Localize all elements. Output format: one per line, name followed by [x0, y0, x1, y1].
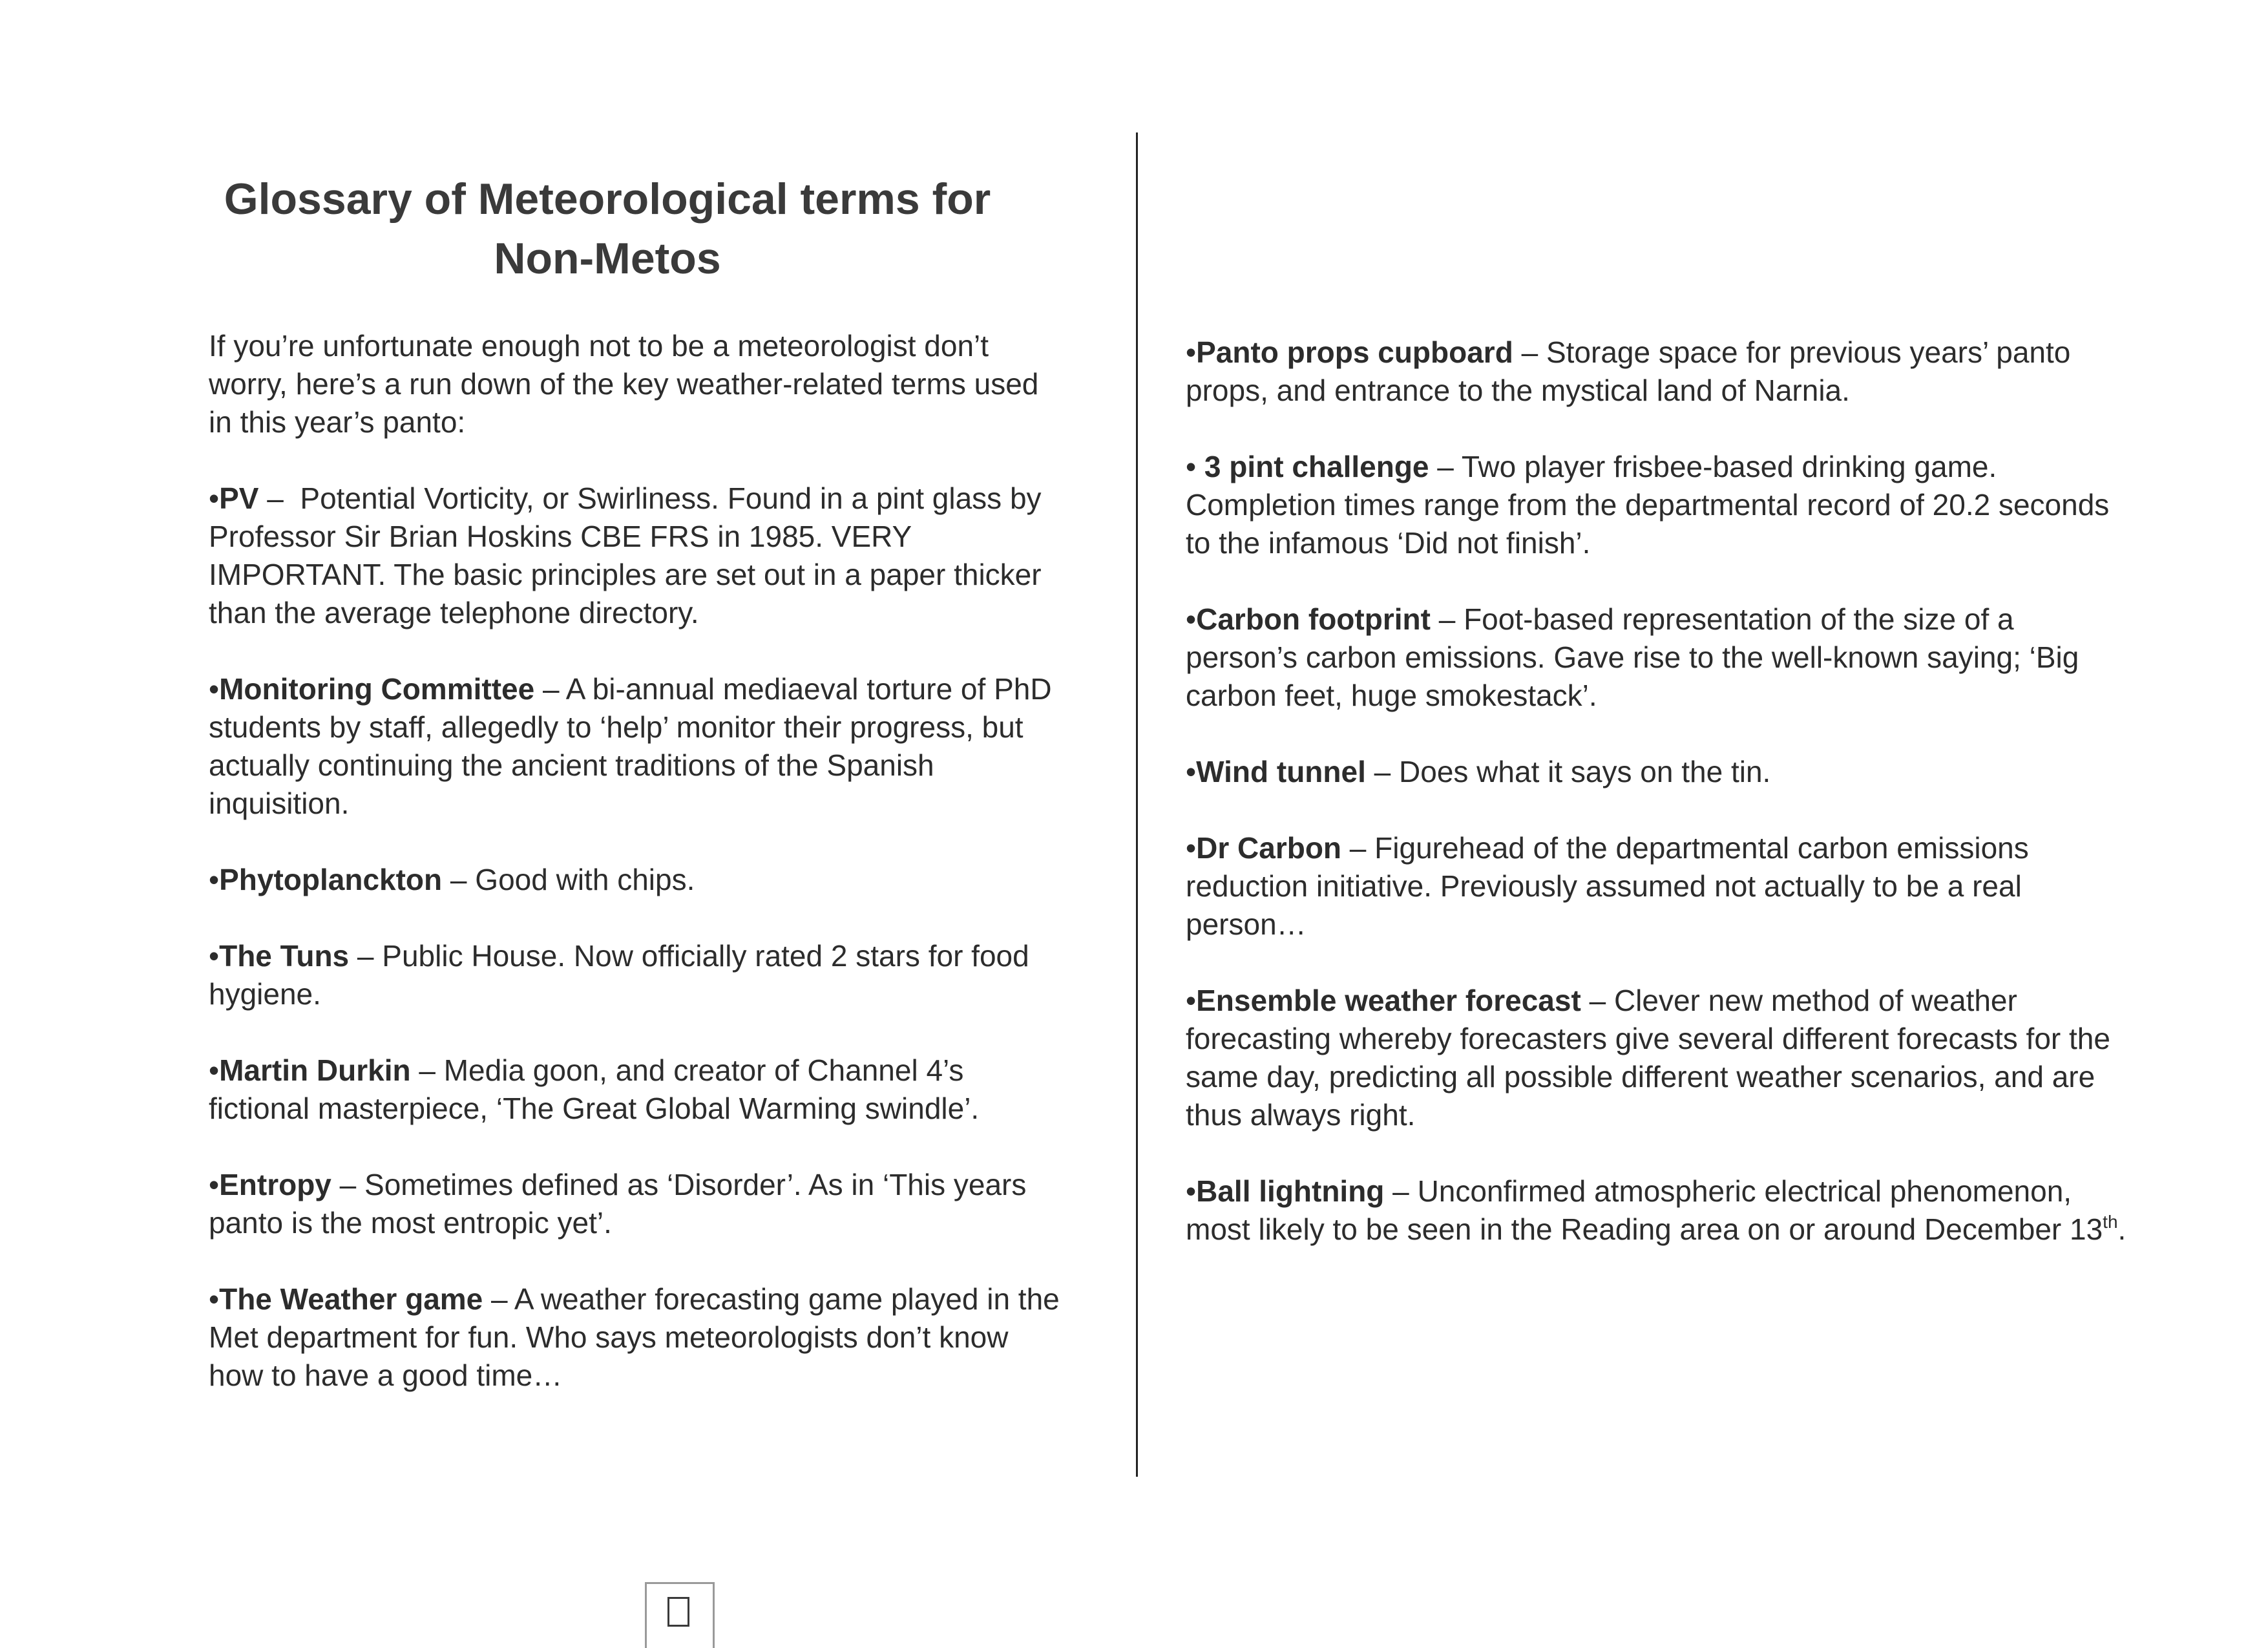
title-line-2: Non-Metos — [494, 234, 721, 283]
sentence-end: . — [2117, 1212, 2126, 1246]
separator: – — [1384, 1174, 1418, 1208]
glossary-definition: Clever new method of weather forecasting whereby forecasters give several different forecasts for the same day, predicting all possible different weather scenarios, and are thus always right. — [1186, 984, 2110, 1132]
glossary-entry-monitoring-committee — [209, 670, 1068, 823]
separator: – — [331, 1168, 365, 1201]
glossary-term: Ball lightning — [1196, 1174, 1385, 1208]
glossary-definition: Media goon, and creator of Channel 4’s fictional masterpiece, ‘The Great Global Warming swindle’. — [209, 1053, 980, 1125]
glossary-entry-the-weather-game — [209, 1280, 1068, 1395]
bullet: • — [209, 1168, 220, 1201]
square-outline-icon — [667, 1597, 689, 1627]
glossary-term: Dr Carbon — [1196, 831, 1342, 865]
glossary-term: Monitoring Committee — [219, 672, 535, 706]
glossary-term: Entropy — [219, 1168, 331, 1201]
bullet: • — [1186, 1174, 1197, 1208]
left-column — [209, 327, 1068, 1433]
separator: – — [1513, 335, 1546, 369]
glossary-term: Panto props cupboard — [1196, 335, 1513, 369]
separator: – — [1365, 755, 1400, 788]
glossary-entry-panto-props-cupboard — [1186, 333, 2129, 410]
bullet: • — [1186, 335, 1197, 369]
separator: – — [1429, 450, 1462, 483]
superscript-suffix: th — [2103, 1212, 2118, 1232]
glossary-definition: Good with chips. — [475, 863, 695, 896]
glossary-term: 3 pint challenge — [1204, 450, 1429, 483]
bullet: • — [209, 672, 220, 706]
bullet: • — [1186, 831, 1197, 865]
separator: – — [349, 939, 383, 973]
glossary-definition: Unconfirmed atmospheric electrical phenomenon, most likely to be seen in the Reading area on or around December 13 — [1186, 1174, 2103, 1246]
glossary-entry-3-pint-challenge — [1186, 448, 2129, 562]
bullet: • — [1186, 984, 1197, 1017]
glossary-entry-dr-carbon — [1186, 829, 2129, 944]
glossary-term: The Weather game — [219, 1282, 483, 1316]
glossary-definition: Storage space for previous years’ panto props, and entrance to the mystical land of Narnia. — [1186, 335, 2071, 407]
bullet: • — [209, 1282, 220, 1316]
glossary-term: Ensemble weather forecast — [1196, 984, 1581, 1017]
glossary-definition: Does what it says on the tin. — [1399, 755, 1771, 788]
glossary-entry-ball-lightning — [1186, 1172, 2129, 1249]
glossary-definition: A weather forecasting game played in the Met department for fun. Who says meteorologists don’t know how to have a good time… — [209, 1282, 1060, 1392]
glossary-entry-ensemble-weather-forecast — [1186, 982, 2129, 1134]
separator: – — [1580, 984, 1614, 1017]
glossary-term: PV — [219, 481, 259, 515]
glossary-term: Martin Durkin — [219, 1053, 411, 1087]
glossary-entry-wind-tunnel — [1186, 753, 2129, 791]
glossary-term: Phytoplanckton — [219, 863, 443, 896]
bullet: • — [209, 863, 220, 896]
bullet: • — [209, 939, 220, 973]
glossary-entry-entropy — [209, 1166, 1068, 1242]
glossary-definition: Sometimes defined as ‘Disorder’. As in ‘This years panto is the most entropic yet’. — [209, 1168, 1027, 1240]
bullet: • — [1186, 450, 1204, 483]
bullet: • — [1186, 755, 1197, 788]
separator: – — [1430, 602, 1464, 636]
separator: – — [483, 1282, 514, 1316]
title-line-1: Glossary of Meteorological terms for — [224, 174, 991, 224]
bullet: • — [1186, 602, 1197, 636]
intro-paragraph: If you’re unfortunate enough not to be a meteorologist don’t worry, here’s a run down of the key weather-related terms used in this year’s panto: — [209, 329, 1039, 439]
glossary-definition: A bi-annual mediaeval torture of PhD students by staff, allegedly to ‘help’ monitor their progress, but actually continuing the ancient traditions of the Spanish inquisition. — [209, 672, 1052, 820]
page-title — [162, 169, 1053, 288]
bullet: • — [209, 1053, 220, 1087]
glossary-definition: Two player frisbee-based drinking game. Completion times range from the departmental record of 20.2 seconds to the infamous ‘Did not finish’. — [1186, 450, 2110, 560]
glossary-term: Wind tunnel — [1196, 755, 1366, 788]
separator: – — [258, 481, 300, 515]
glossary-entry-phytoplanckton — [209, 861, 1068, 899]
glossary-term: Carbon footprint — [1196, 602, 1431, 636]
glossary-definition: Potential Vorticity, or Swirliness. Found in a pint glass by Professor Sir Brian Hoskins CBE FRS in 1985. VERY IMPORTANT. The basic principles are set out in a paper thicker than the average telephone directory. — [209, 481, 1042, 629]
separator: – — [1341, 831, 1375, 865]
glossary-entry-pv — [209, 480, 1068, 632]
glossary-entry-martin-durkin — [209, 1051, 1068, 1128]
separator: – — [410, 1053, 444, 1087]
page-marker — [645, 1582, 715, 1648]
glossary-definition: Figurehead of the departmental carbon emissions reduction initiative. Previously assumed not actually to be a real person… — [1186, 831, 2029, 941]
glossary-definition: Public House. Now officially rated 2 stars for food hygiene. — [209, 939, 1029, 1011]
glossary-entry-carbon-footprint — [1186, 600, 2129, 715]
separator: – — [534, 672, 566, 706]
glossary-entry-the-tuns — [209, 937, 1068, 1013]
right-page — [1134, 0, 2268, 1648]
bullet: • — [209, 481, 220, 515]
right-column — [1186, 333, 2129, 1287]
glossary-term: The Tuns — [219, 939, 350, 973]
glossary-definition: Foot-based representation of the size of a person’s carbon emissions. Gave rise to the well-known saying; ‘Big carbon feet, huge smokestack’. — [1186, 602, 2079, 712]
separator: – — [442, 863, 476, 896]
